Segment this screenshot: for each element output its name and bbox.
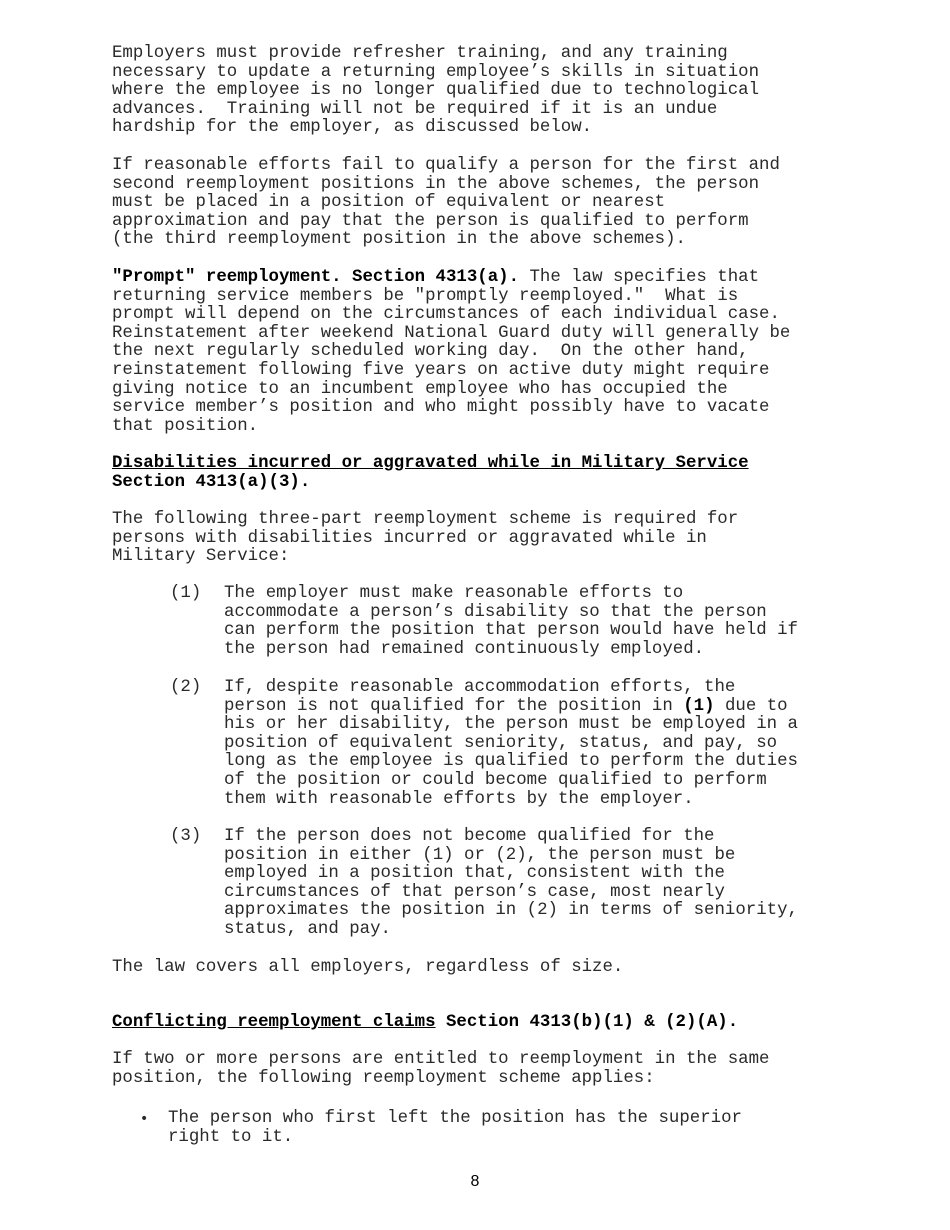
- disabilities-heading-section: Section 4313(a)(3).: [112, 472, 311, 492]
- paragraph-all-employers: The law covers all employers, regardless of size.: [112, 958, 624, 977]
- paragraph-refresher-training: Employers must provide refresher training, and any training necessary to update a returning employee’s skills in situation where the employee is no longer qualified due to technological advances. Training will not be required if it is an undue hardship for the employer, as discussed below.: [112, 44, 760, 138]
- list-item-text: [224, 679, 798, 809]
- list-item-text-part: due to his or her disability, the person must be employed in a position of equivalent seniority, status, and pay, so long as the employee is qualified to perform the duties of the position or could become qualified to perform them with reasonable efforts by the employer.: [224, 696, 798, 809]
- list-item-number: (1): [170, 584, 202, 603]
- paragraph-prompt-reemployment: [112, 269, 852, 436]
- bullet-text: The person who first left the position has the superior right to it.: [168, 1109, 742, 1147]
- paragraph-two-or-more-persons: If two or more persons are entitled to reemployment in the same position, the following reemployment scheme applies:: [112, 1050, 770, 1088]
- prompt-reemployment-heading: "Prompt" reemployment. Section 4313(a).: [112, 268, 520, 287]
- section-heading-disabilities: [112, 455, 852, 492]
- paragraph-reasonable-efforts: If reasonable efforts fail to qualify a person for the first and second reemployment positions in the above schemes, the person must be placed in a position of equivalent or nearest approximation and pay that the person is qualified to perform (the third reemployment position in the above schemes).: [112, 156, 780, 250]
- list-item-text-part: If, despite reasonable accommodation efforts, the person is not qualified for the position in: [224, 678, 736, 716]
- paragraph-three-part-scheme: The following three-part reemployment scheme is required for persons with disabilities incurred or aggravated while in Military Service:: [112, 510, 739, 567]
- disabilities-heading-title: Disabilities incurred or aggravated while in Military Service: [112, 454, 749, 473]
- page-number: 8: [470, 1173, 480, 1190]
- bullet-icon: •: [140, 1111, 149, 1127]
- conflicting-heading-title: Conflicting reemployment claims: [112, 1013, 436, 1032]
- list-item-text: If the person does not become qualified for the position in either (1) or (2), the person must be employed in a position that, consistent with the circumstances of that person’s case, most nearly approximates the position in (2) in terms of seniority, status, and pay.: [224, 827, 798, 939]
- list-item-text: The employer must make reasonable efforts to accommodate a person’s disability so that the person can perform the position that person would have held if the person had remained continuously employed.: [224, 584, 798, 659]
- list-item-bold-reference: (1): [683, 696, 715, 716]
- prompt-reemployment-first-line: The law specifies that: [519, 268, 760, 287]
- list-item-number: (2): [170, 678, 202, 697]
- section-heading-conflicting-claims: [112, 1014, 852, 1033]
- list-item-number: (3): [170, 827, 202, 846]
- conflicting-heading-section: Section 4313(b)(1) & (2)(A).: [435, 1013, 739, 1032]
- prompt-reemployment-body: returning service members be "promptly reemployed." What is prompt will depend on the circumstances of each individual case. Reinstatement after weekend National Guard duty will generally be the next regularly scheduled working day. On the other hand, reinstatement following five years on active duty might require giving notice to an incumbent employee who has occupied the service member’s position and who might possibly have to vacate that position.: [112, 286, 791, 436]
